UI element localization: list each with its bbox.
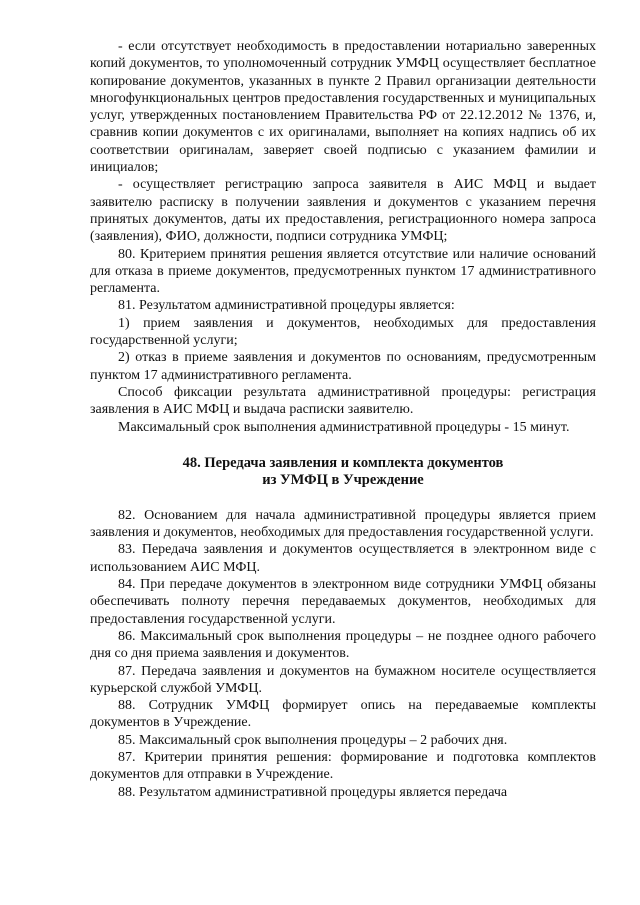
paragraph-81-item-2: 2) отказ в приеме заявления и документов по основаниям, предусмотренным пунктом 17 административного регламента. [90, 350, 596, 383]
section-heading-line-2: из УМФЦ в Учреждение [262, 472, 424, 489]
spacer [90, 436, 596, 455]
paragraph-88-result: 88. Результатом административной процедуры является передача [118, 784, 508, 800]
paragraph-86: 86. Максимальный срок выполнения процедуры – не позднее одного рабочего дня со дня приема заявления и документов. [90, 628, 596, 662]
section-heading-line-1: 48. Передача заявления и комплекта документов [182, 454, 504, 471]
paragraph-88-inventory: 88. Сотрудник УМФЦ формирует опись на передаваемые комплекты документов в Учреждение. [90, 698, 596, 731]
paragraph-registration: - осуществляет регистрацию запроса заявителя в АИС МФЦ и выдает заявителю расписку в получении заявления и документов с указанием перечня принятых документов, даты их предоставления, регистрационного номера запроса (заявления), ФИО, должности, подписи сотрудника УМФЦ; [90, 177, 596, 245]
paragraph-max-time-15: Максимальный срок выполнения административной процедуры - 15 минут. [118, 419, 570, 435]
paragraph-85: 85. Максимальный срок выполнения процедуры – 2 рабочих дня. [118, 732, 508, 748]
paragraph-fixation-method: Способ фиксации результата административной процедуры: регистрация заявления в АИС МФЦ и выдача расписки заявителю. [90, 384, 596, 418]
paragraph-notarial-copies: - если отсутствует необходимость в предоставлении нотариально заверенных копий документов, то уполномоченный сотрудник УМФЦ осуществляет бесплатное копирование документов, указанных в пункте 2 Правил организации деятельности многофункциональных центров предоставления государственных и муниципальных услуг, утвержденных постановлением Правительства РФ от 22.12.2012 № 1376, и, сравнив копии документов с их оригиналами, выполняет на копиях надпись об их соответствии оригиналам, заверяет своей подписью с указанием фамилии и инициалов; [90, 39, 596, 176]
paragraph-83: 83. Передача заявления и документов осуществляется в электронном виде с использованием АИС МФЦ. [90, 542, 596, 575]
paragraph-84: 84. При передаче документов в электронном виде сотрудники УМФЦ обязаны обеспечивать полноту перечня передаваемых документов, необходимых для предоставления государственной услуги. [90, 577, 596, 627]
paragraph-82: 82. Основанием для начала административной процедуры является прием заявления и документов, необходимых для предоставления государственной услуги. [90, 507, 596, 541]
paragraph-80: 80. Критерием принятия решения является отсутствие или наличие оснований для отказа в приеме документов, предусмотренных пунктом 17 административного регламента. [90, 246, 596, 297]
paragraph-81: 81. Результатом административной процедуры является: [118, 298, 455, 314]
section-heading [90, 455, 596, 490]
document-page [90, 38, 596, 801]
spacer [90, 490, 596, 507]
paragraph-87-criteria: 87. Критерии принятия решения: формирование и подготовка комплектов документов для отправки в Учреждение. [90, 749, 596, 783]
paragraph-81-item-1: 1) прием заявления и документов, необходимых для предоставления государственной услуги; [90, 315, 596, 349]
paragraph-87-courier: 87. Передача заявления и документов на бумажном носителе осуществляется курьерской службой УМФЦ. [90, 663, 596, 696]
